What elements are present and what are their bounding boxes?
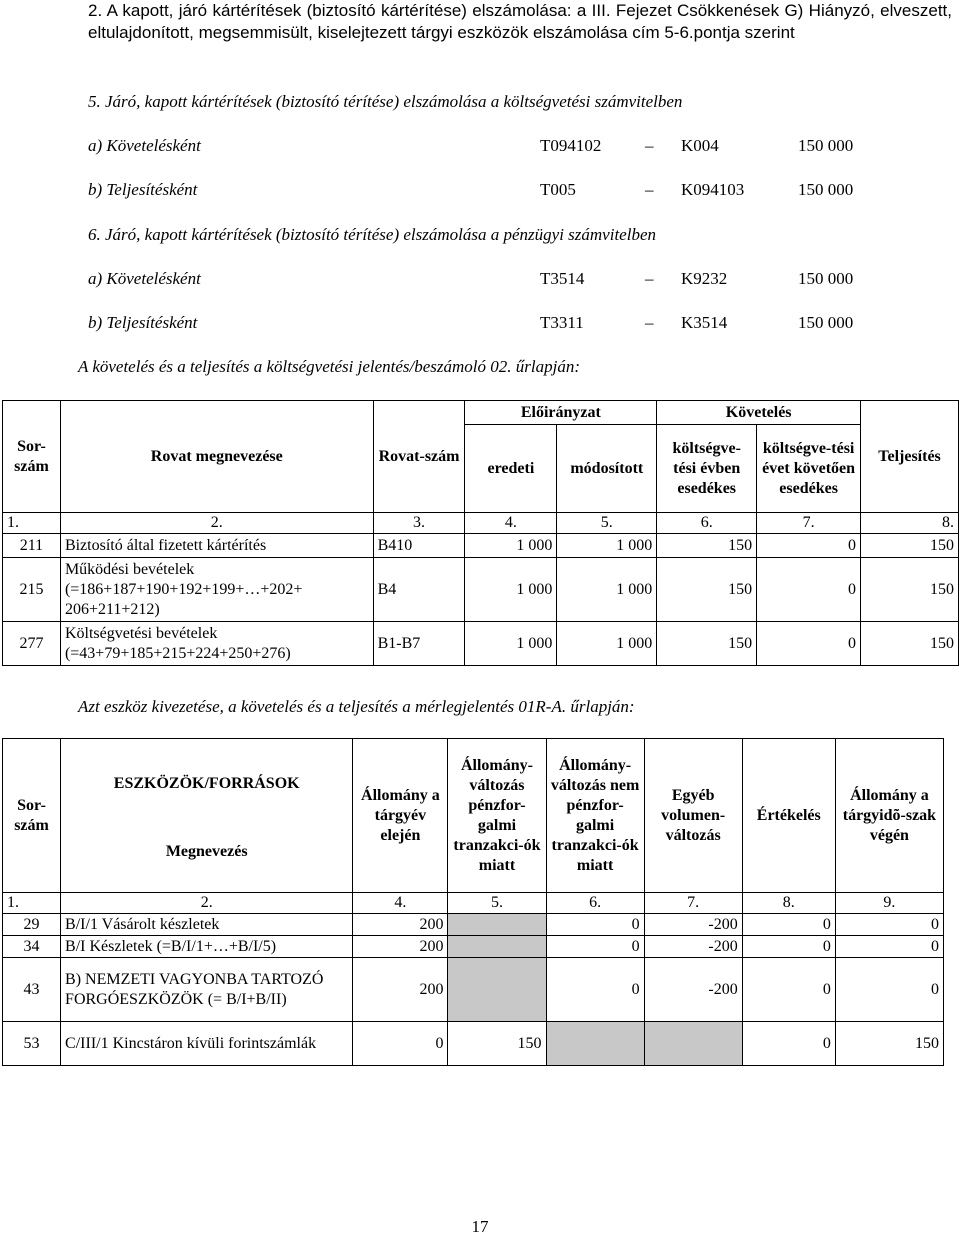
header-evben-esedekes: költségve-tési évben esedékes [657,425,757,513]
colnum: 1. [3,893,61,914]
row-modositott: 1 000 [557,558,657,622]
row-code: B410 [373,534,465,558]
section6-heading: 6. Járó, kapott kártérítések (biztosító térítése) elszámolása a pénzügyi számvitelben [88,225,656,244]
section5-row-a-debit: T094102 [540,136,602,155]
row-number: 53 [3,1022,61,1066]
balance-sheet-table [2,738,944,1066]
row-vegen: 0 [835,914,943,936]
colnum: 4. [465,513,557,534]
section5-row-a-amount: 150 000 [798,136,854,155]
note-report-02: A követelés és a teljesítés a költségvetési jelentés/beszámoló 02. űrlapján: [78,357,581,376]
row-name: Működési bevételek (=186+187+190+192+199+…+202+ 206+211+212) [60,558,373,622]
row-elejen: 200 [353,936,448,958]
header-sorszam: Sor-szám [3,401,61,513]
note-balance-01RA: Azt eszköz kivezetése, a követelés és a teljesítés a mérlegjelentés 01R-A. űrlapján: [78,697,635,716]
header-megnevezes: Megnevezés [165,842,248,860]
row-teljesites: 150 [861,558,959,622]
colnum: 2. [60,513,373,534]
row-teljesites: 150 [861,622,959,666]
header-eszkozok [61,739,353,893]
row-modositott: 1 000 [557,534,657,558]
row-name: Biztosító által fizetett kártérítés [60,534,373,558]
colnum: 6. [546,893,644,914]
header-modositott: módosított [557,425,657,513]
row-ertekeles: 0 [742,958,835,1022]
section5-row-a-dash: – [645,136,654,155]
row-ertekeles: 0 [742,936,835,958]
row-modositott: 1 000 [557,622,657,666]
page-number: 17 [471,1217,489,1236]
header-allomany-vegen: Állomány a tárgyidõ-szak végén [835,739,943,893]
row-eredeti: 1 000 [465,622,557,666]
header-nem-penzforgalmi: Állomány-változás nem pénzfor-galmi tranzakci-ók miatt [546,739,644,893]
header-koveteles: Követelés [657,401,861,425]
table-row [3,534,959,558]
row-evben: 150 [657,558,757,622]
section6-row-b-credit: K3514 [681,313,728,332]
section5-row-a-label: a) Követelésként [88,136,201,155]
table-row [3,558,959,622]
colnum: 7. [644,893,742,914]
section5-row-b-amount: 150 000 [798,180,854,199]
row-evben: 150 [657,534,757,558]
section5-row-a-credit: K004 [681,136,719,155]
row-number: 43 [3,958,61,1022]
row-teljesites: 150 [861,534,959,558]
row-elejen: 0 [353,1022,448,1066]
section5-row-b-label: b) Teljesítésként [88,180,198,199]
table-row [3,936,944,958]
colnum: 6. [657,513,757,534]
row-penzforgalmi [448,936,546,958]
header-ertekeles: Értékelés [742,739,835,893]
colnum: 4. [353,893,448,914]
row-name: B/I/1 Vásárolt készletek [61,914,353,936]
intro-paragraph: 2. A kapott, járó kártérítések (biztosító kártérítése) elszámolása: a III. Fejezet Csökkenések G) Hiányzó, elveszett, eltulajdonított, megsemmisült, kiselejtezett tárgyi eszközök elszámolása cím 5-6.pontja szerint [88,1,952,42]
row-evet: 0 [757,558,861,622]
section6-row-a-amount: 150 000 [798,269,854,288]
header-egyeb-volumen: Egyéb volumen-változás [644,739,742,893]
row-code: B1-B7 [373,622,465,666]
section6-row-b-debit: T3311 [540,313,584,332]
row-eredeti: 1 000 [465,534,557,558]
row-egyeb: -200 [644,936,742,958]
header-allomany-elejen: Állomány a tárgyév elején [353,739,448,893]
row-vegen: 150 [835,1022,943,1066]
row-penzforgalmi [448,914,546,936]
header-eredeti: eredeti [465,425,557,513]
row-vegen: 0 [835,958,943,1022]
row-penzforgalmi: 150 [448,1022,546,1066]
colnum: 9. [835,893,943,914]
header-rovatszam: Rovat-szám [373,401,465,513]
colnum: 8. [742,893,835,914]
row-egyeb: -200 [644,958,742,1022]
colnum: 8. [861,513,959,534]
row-evben: 150 [657,622,757,666]
row-name: Költségvetési bevételek (=43+79+185+215+224+250+276) [60,622,373,666]
section5-row-b-credit: K094103 [681,180,745,199]
row-elejen: 200 [353,958,448,1022]
row-number: 215 [3,558,61,622]
row-ertekeles: 0 [742,914,835,936]
header-eszkozok-forrasok: ESZKÖZÖK/FORRÁSOK [113,774,300,792]
colnum: 5. [448,893,546,914]
header-penzforgalmi: Állomány-változás pénzfor-galmi tranzakci-ók miatt [448,739,546,893]
row-evet: 0 [757,622,861,666]
row-number: 29 [3,914,61,936]
row-elejen: 200 [353,914,448,936]
header-evet-koveto: költségve-tési évet követően esedékes [757,425,861,513]
table-row [3,958,944,1022]
row-vegen: 0 [835,936,943,958]
row-nem-penzforgalmi [546,1022,644,1066]
row-nem-penzforgalmi: 0 [546,936,644,958]
table-row [3,1022,944,1066]
colnum: 1. [3,513,61,534]
row-name: B/I Készletek (=B/I/1+…+B/I/5) [61,936,353,958]
row-egyeb: -200 [644,914,742,936]
row-name: B) NEMZETI VAGYONBA TARTOZÓ FORGÓESZKÖZÖK (= B/I+B/II) [61,958,353,1022]
table-row [3,622,959,666]
section6-row-a-dash: – [645,269,654,288]
section5-row-b-dash: – [645,180,654,199]
header-sorszam: Sor-szám [3,739,61,893]
section6-row-a-label: a) Követelésként [88,269,201,288]
row-eredeti: 1 000 [465,558,557,622]
section6-row-a-debit: T3514 [540,269,585,288]
row-penzforgalmi [448,958,546,1022]
colnum: 3. [373,513,465,534]
header-rovat-megnevezese: Rovat megnevezése [60,401,373,513]
row-name: C/III/1 Kincstáron kívüli forintszámlák [61,1022,353,1066]
row-nem-penzforgalmi: 0 [546,958,644,1022]
row-evet: 0 [757,534,861,558]
colnum: 7. [757,513,861,534]
header-teljesites: Teljesítés [861,401,959,513]
row-code: B4 [373,558,465,622]
section6-row-a-credit: K9232 [681,269,728,288]
row-number: 34 [3,936,61,958]
row-ertekeles: 0 [742,1022,835,1066]
row-number: 211 [3,534,61,558]
section6-row-b-label: b) Teljesítésként [88,313,198,332]
colnum: 2. [61,893,353,914]
row-number: 277 [3,622,61,666]
section5-heading: 5. Járó, kapott kártérítések (biztosító térítése) elszámolása a költségvetési számvitelben [88,92,683,111]
section5-row-b-debit: T005 [540,180,576,199]
row-egyeb [644,1022,742,1066]
table-row [3,914,944,936]
colnum: 5. [557,513,657,534]
section6-row-b-dash: – [645,313,654,332]
header-eloiranyzat: Előirányzat [465,401,657,425]
row-nem-penzforgalmi: 0 [546,914,644,936]
budget-report-table [2,400,959,666]
section6-row-b-amount: 150 000 [798,313,854,332]
